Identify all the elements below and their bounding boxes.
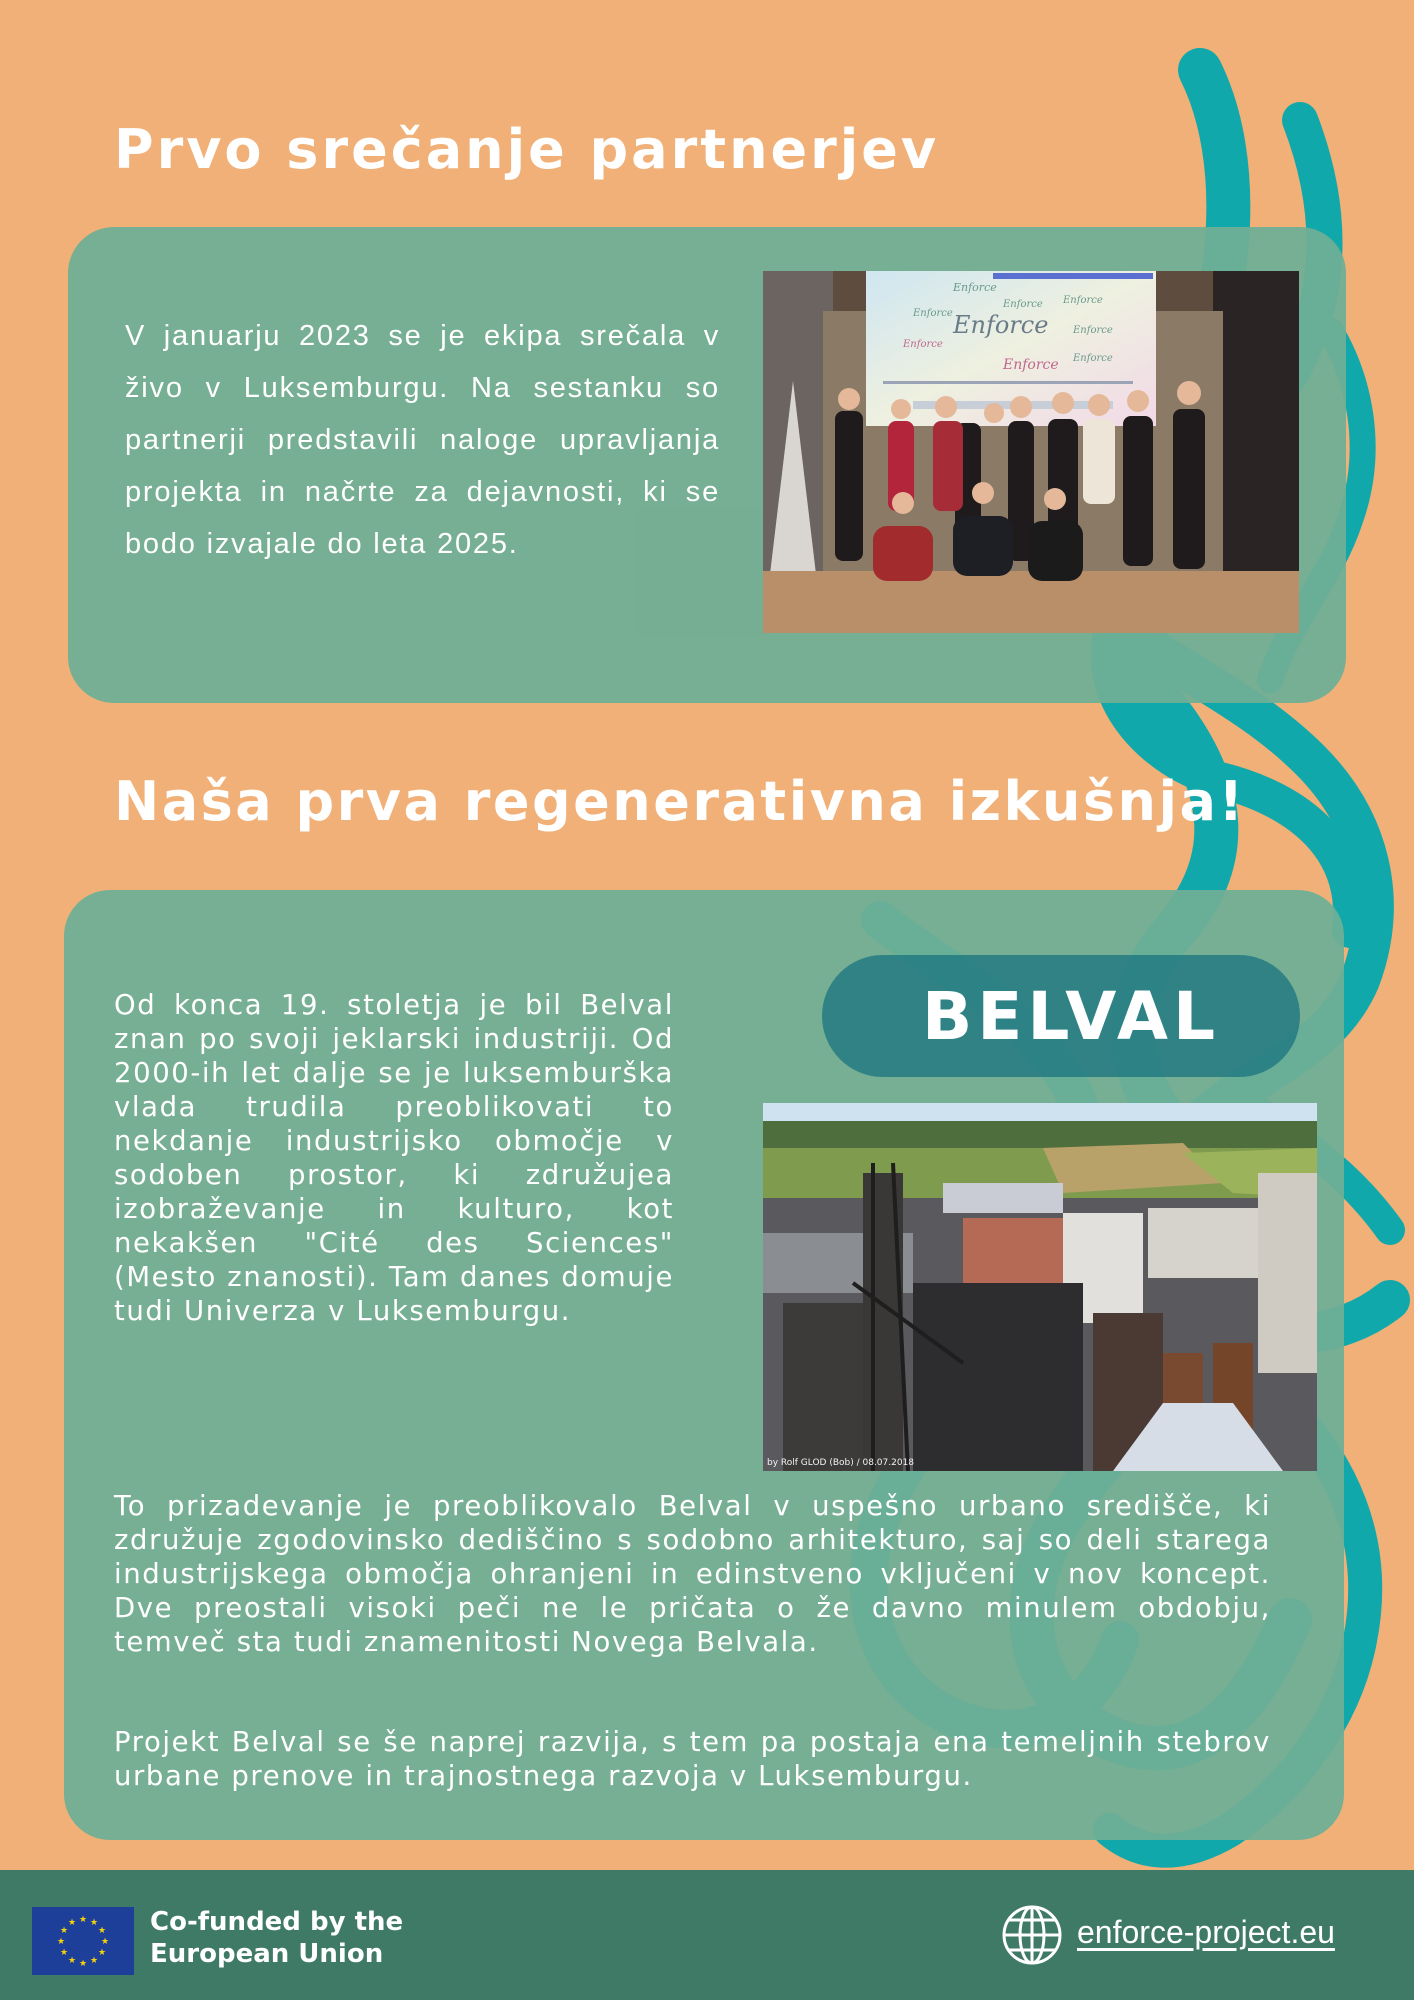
photo-credit: by Rolf GLOD (Bob) / 08.07.2018: [767, 1458, 915, 1468]
svg-text:★: ★: [59, 1948, 69, 1958]
belval-aerial-photo: [763, 1103, 1317, 1471]
svg-text:★: ★: [89, 1918, 99, 1928]
belval-development-text: Projekt Belval se še naprej razvija, s tem pa postaja ena temeljnih stebrov urbane prenove in trajnostnega razvoja v Luksemburgu.: [114, 1726, 1271, 1792]
belval-label: BELVAL: [921, 977, 1221, 1055]
section-title-first-meeting: Prvo srečanje partnerjev: [114, 118, 940, 181]
svg-text:Enforce: Enforce: [1073, 353, 1113, 364]
belval-transformation-text: To prizadevanje je preoblikovalo Belval v uspešno urbano središče, ki združuje zgodovinsko dediščino s sodobno arhitekturo, saj so deli starega industrijskega območja ohranjeni in edinstveno vključeni v nov koncept. Dve preostali visoki peči ne le pričata o že davno minulem obdobju, temveč sta tudi znamenitosti Novega Belvala.: [114, 1490, 1271, 1658]
svg-text:★: ★: [97, 1926, 107, 1936]
svg-text:Enforce: Enforce: [1003, 299, 1043, 310]
svg-text:★: ★: [89, 1956, 99, 1966]
eu-flag-icon: [32, 1907, 134, 1975]
screen-title-text: Enforce: [953, 311, 1049, 339]
svg-text:★: ★: [67, 1956, 77, 1966]
belval-badge: [822, 955, 1300, 1077]
svg-text:★: ★: [56, 1937, 66, 1947]
globe-icon: [1000, 1903, 1064, 1967]
eu-line-2: European Union: [150, 1939, 384, 1969]
eu-cofunded-label: [150, 1906, 403, 1970]
section-title-regenerative-experience: Naša prva regenerativna izkušnja!: [114, 770, 1246, 833]
svg-text:Enforce: Enforce: [1063, 295, 1103, 306]
svg-text:★: ★: [78, 1915, 88, 1925]
svg-text:Enforce: Enforce: [953, 281, 997, 294]
svg-text:★: ★: [67, 1918, 77, 1928]
footer: [0, 1870, 1414, 2000]
svg-text:★: ★: [78, 1959, 88, 1969]
first-meeting-text: V januarju 2023 se je ekipa srečala v živo v Luksemburgu. Na sestanku so partnerji predstavili naloge upravljanja projekta in načrte za dejavnosti, ki se bodo izvajale do leta 2025.: [125, 320, 720, 560]
belval-history-text: Od konca 19. stoletja je bil Belval znan po svoji jeklarski industriji. Od 2000-ih let dalje se je luksemburška vlada trudila preoblikovati to nekdanje industrijsko območje v sodoben prostor, ki združujea izobraževanje in kulturo, kot nekakšen "Cité des Sciences" (Mesto znanosti). Tam danes domuje tudi Univerza v Luksemburgu.: [114, 989, 674, 1327]
website-link[interactable]: enforce-project.eu: [1077, 1914, 1335, 1950]
eu-line-1: Co-funded by the: [150, 1907, 404, 1937]
svg-text:★: ★: [100, 1937, 110, 1947]
svg-text:Enforce: Enforce: [1073, 325, 1113, 336]
group-photo: [763, 271, 1299, 633]
svg-text:Enforce: Enforce: [903, 339, 943, 350]
svg-text:★: ★: [59, 1926, 69, 1936]
svg-text:Enforce: Enforce: [1003, 357, 1059, 373]
svg-text:★: ★: [97, 1948, 107, 1958]
svg-text:Enforce: Enforce: [913, 308, 953, 319]
